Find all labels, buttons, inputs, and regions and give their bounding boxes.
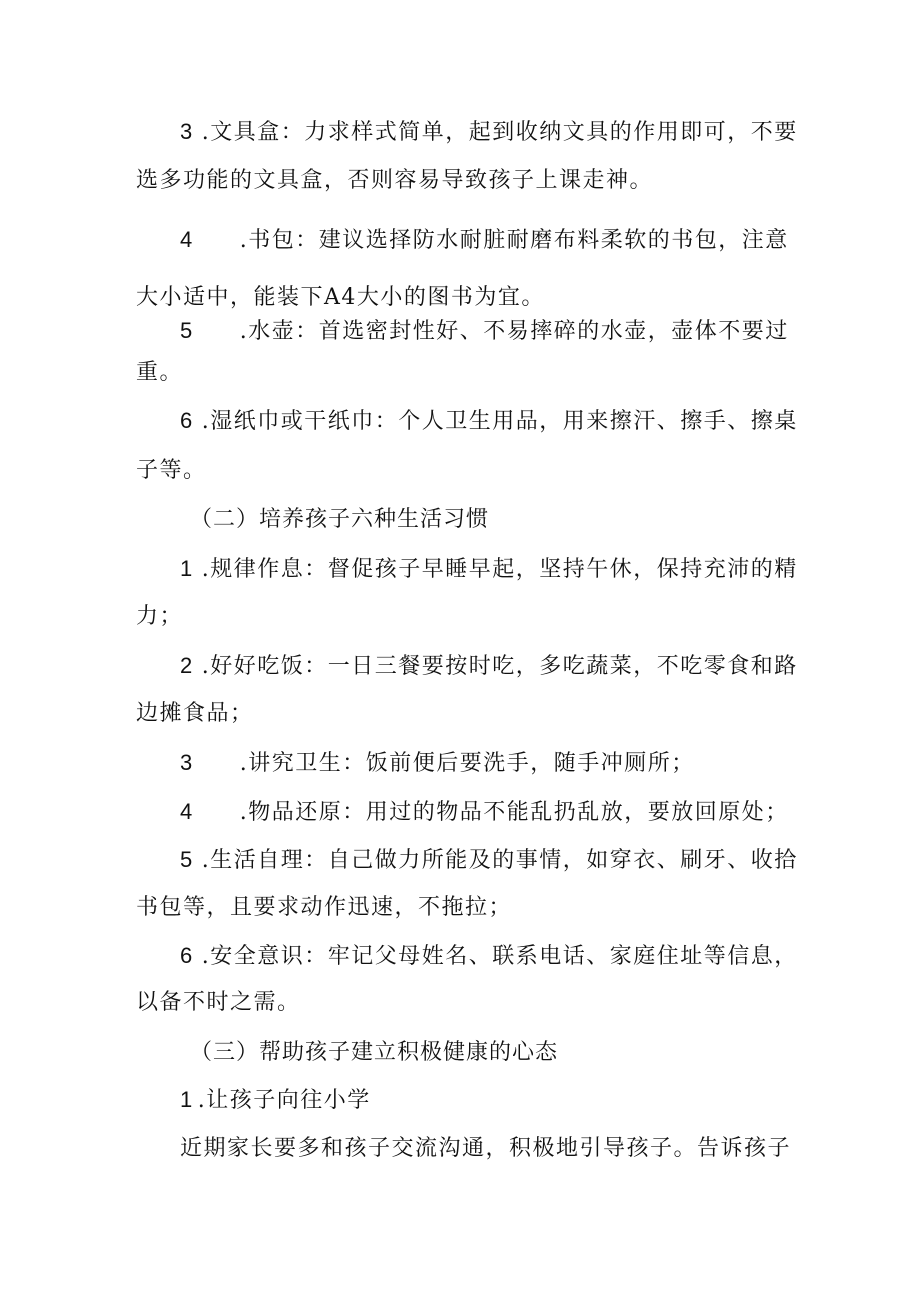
paragraph-communication <box>180 1134 791 1164</box>
item-kettle-cont <box>136 358 183 388</box>
item-text: .规律作息：督促孩子早睡早起，坚持午休，保持充沛的精 <box>201 557 798 582</box>
heading-text: （三）帮助孩子建立积极健康的心态 <box>190 1040 559 1065</box>
item-number: 1 <box>180 1087 194 1112</box>
item-text: .文具盒：力求样式简单，起到收纳文具的作用即可，不要 <box>201 120 798 145</box>
item-routine-cont <box>136 602 183 632</box>
item-text: 选多功能的文具盒，否则容易导致孩子上课走神。 <box>136 168 654 193</box>
item-hygiene <box>180 748 695 779</box>
item-tissues <box>180 406 798 437</box>
item-text: .让孩子向往小学 <box>197 1088 371 1113</box>
item-number: 6 <box>180 408 194 433</box>
item-number: 5 <box>180 318 194 343</box>
item-text: .好好吃饭：一日三餐要按时吃，多吃蔬菜，不吃零食和路 <box>201 654 798 679</box>
item-text: .湿纸巾或干纸巾：个人卫生用品，用来擦汗、擦手、擦桌 <box>201 409 798 434</box>
item-number: 4 <box>180 799 194 824</box>
item-routine <box>180 554 798 585</box>
item-schoolbag <box>180 225 789 256</box>
item-self-care-cont <box>136 893 512 923</box>
item-number: 2 <box>180 653 194 678</box>
item-number: 6 <box>180 943 194 968</box>
item-text: 边摊食品； <box>136 701 254 726</box>
item-eating <box>180 651 798 682</box>
item-tidy <box>180 797 789 828</box>
item-text: 子等。 <box>136 458 207 483</box>
item-stationery-box-cont <box>136 166 653 196</box>
item-number: 5 <box>180 847 194 872</box>
section-heading-habits <box>190 505 489 535</box>
item-text: .物品还原：用过的物品不能乱扔乱放，要放回原处； <box>239 800 789 825</box>
item-text: .书包：建议选择防水耐脏耐磨布料柔软的书包，注意 <box>239 228 789 253</box>
item-text: 力； <box>136 604 184 629</box>
item-text: 大小适中，能装下A4大小的图书为宜。 <box>136 285 545 310</box>
paragraph-text: 近期家长要多和孩子交流沟通，积极地引导孩子。告诉孩子 <box>180 1136 792 1161</box>
item-text: .讲究卫生：饭前便后要洗手，随手冲厕所； <box>239 751 695 776</box>
item-number: 4 <box>180 227 194 252</box>
item-text: .安全意识：牢记父母姓名、联系电话、家庭住址等信息， <box>201 944 798 969</box>
item-tissues-cont <box>136 456 207 486</box>
item-eating-cont <box>136 699 254 729</box>
item-text: 书包等，且要求动作迅速，不拖拉； <box>136 895 513 920</box>
item-safety-cont <box>136 988 301 1018</box>
item-text: .生活自理：自己做力所能及的事情，如穿衣、刷牙、收拾 <box>201 848 798 873</box>
item-number: 1 <box>180 556 194 581</box>
item-safety <box>180 941 798 972</box>
item-number: 3 <box>180 119 194 144</box>
item-kettle <box>180 316 789 347</box>
item-text: .水壶：首选密封性好、不易摔碎的水壶，壶体不要过 <box>239 319 789 344</box>
item-schoolbag-cont <box>136 283 545 313</box>
item-text: 重。 <box>136 360 184 385</box>
heading-text: （二）培养孩子六种生活习惯 <box>190 507 490 532</box>
item-number: 3 <box>180 750 194 775</box>
item-text: 以备不时之需。 <box>136 990 301 1015</box>
item-stationery-box <box>180 117 798 148</box>
item-look-forward <box>180 1085 371 1116</box>
section-heading-mindset <box>190 1038 558 1068</box>
item-self-care <box>180 845 798 876</box>
